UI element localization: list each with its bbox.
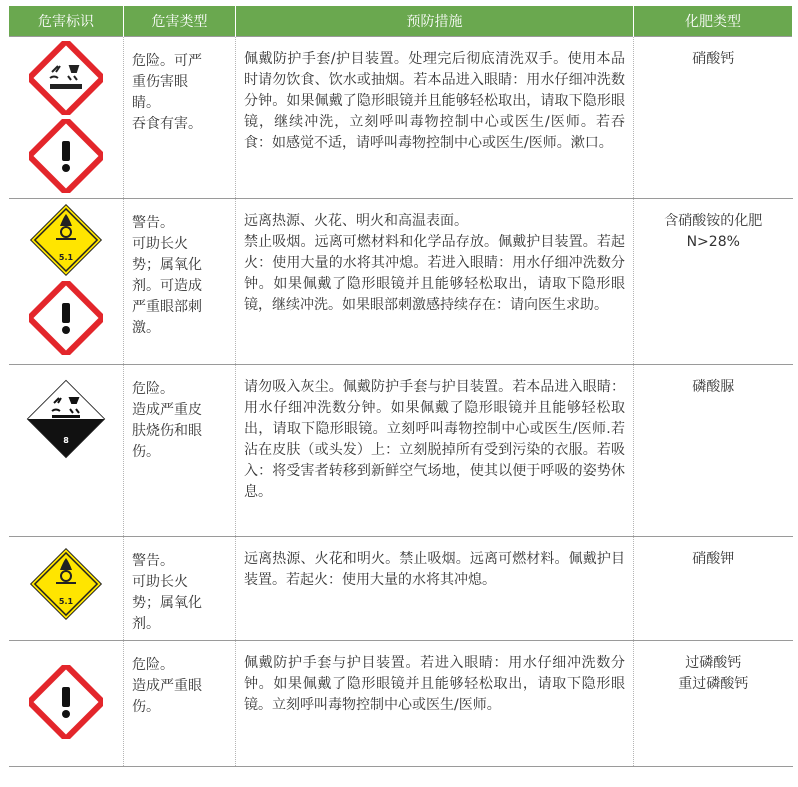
- header-fertilizer: 化肥类型: [634, 6, 793, 37]
- exclamation-icon: [29, 119, 103, 193]
- hazard-type-text: 危险。可严 重伤害眼 睛。 吞食有害。: [132, 53, 202, 132]
- hazard-type-text: 危险。 造成严重眼 伤。: [132, 657, 202, 715]
- fertilizer-text: 磷酸脲: [692, 379, 735, 395]
- fertilizer-text: 硝酸钾: [692, 551, 735, 567]
- fertilizer-cell: [634, 199, 793, 365]
- hazard-type-cell: [124, 37, 236, 199]
- prevention-cell: [236, 641, 634, 767]
- oxidizer-class-label: 5.1: [58, 253, 73, 262]
- prevention-text: 佩戴防护手套与护目装置。若进入眼睛：用水仔细冲洗数分钟。如果佩戴了隐形眼镜并且能够轻松取出，请取下隐形眼镜。立刻呼叫毒物控制中心或医生/医师。: [244, 655, 625, 713]
- oxidizer-5-1-icon: [29, 547, 103, 621]
- fertilizer-cell: [634, 537, 793, 641]
- prevention-text: 佩戴防护手套/护目装置。处理完后彻底清洗双手。使用本品时请勿饮食、饮水或抽烟。若本品进入眼睛：用水仔细冲洗数分钟。如果佩戴了隐形眼镜并且能够轻松取出，请取下隐形眼镜，继续冲洗，立刻呼叫毒物控制中心或医生/医师。若吞食：如感觉不适，请呼叫毒物控制中心或医生/医师。漱口。: [244, 51, 625, 151]
- hazard-type-cell: [124, 199, 236, 365]
- corrosive-class-label: 8: [62, 436, 69, 445]
- corrosion-icon: [29, 41, 103, 115]
- header-row: [9, 6, 793, 37]
- table-row: [9, 37, 793, 199]
- fertilizer-text: 过磷酸钙 重过磷酸钙: [678, 655, 749, 692]
- prevention-text: 请勿吸入灰尘。佩戴防护手套与护目装置。若本品进入眼睛：用水仔细冲洗数分钟。如果佩戴了隐形眼镜并且能够轻松取出，请取下隐形眼镜。立刻呼叫毒物控制中心或医生/医师.若沾在皮肤（或头发）上：立刻脱掉所有受到污染的衣服。若吸入：将受害者转移到新鲜空气场地，使其以便于呼吸的姿势休息。: [244, 379, 625, 500]
- symbol-cell: [9, 365, 124, 537]
- table-row: [9, 537, 793, 641]
- prevention-cell: [236, 37, 634, 199]
- exclamation-icon: [29, 281, 103, 355]
- fertilizer-text: 含硝酸铵的化肥 N>28%: [664, 213, 763, 250]
- header-hazard-type: 危害类型: [124, 6, 236, 37]
- table-row: [9, 365, 793, 537]
- prevention-text: 远离热源、火花、明火和高温表面。 禁止吸烟。远离可燃材料和化学品存放。佩戴护目装置。若起火：使用大量的水将其冲熄。若进入眼睛：用水仔细冲洗数分钟。如果佩戴了隐形眼镜并且能够轻松取出，请取下隐形眼镜，继续冲洗。如果眼部刺激感持续存在：请向医生求助。: [244, 213, 625, 313]
- hazard-type-cell: [124, 537, 236, 641]
- hazard-type-cell: [124, 641, 236, 767]
- fertilizer-text: 硝酸钙: [692, 51, 735, 67]
- symbol-cell: [9, 641, 124, 767]
- prevention-text: 远离热源、火花和明火。禁止吸烟。远离可燃材料。佩戴护目装置。若起火：使用大量的水将其冲熄。: [244, 551, 625, 588]
- hazard-type-text: 警告。 可助长火 势；属氧化 剂。: [132, 553, 202, 632]
- hazard-type-text: 警告。 可助长火 势；属氧化 剂。可造成 严重眼部刺 激。: [132, 215, 202, 336]
- prevention-cell: [236, 365, 634, 537]
- symbol-cell: [9, 199, 124, 365]
- prevention-cell: [236, 199, 634, 365]
- hazard-type-cell: [124, 365, 236, 537]
- symbol-cell: [9, 37, 124, 199]
- symbol-cell: [9, 537, 124, 641]
- exclamation-icon: [29, 665, 103, 739]
- header-prevention: 预防措施: [236, 6, 634, 37]
- header-symbol: 危害标识: [9, 6, 124, 37]
- hazard-table: [8, 6, 793, 767]
- fertilizer-cell: [634, 37, 793, 199]
- oxidizer-class-label: 5.1: [58, 597, 73, 606]
- fertilizer-cell: [634, 641, 793, 767]
- hazard-type-text: 危险。 造成严重皮 肤烧伤和眼 伤。: [132, 381, 202, 460]
- prevention-cell: [236, 537, 634, 641]
- corrosive-class-8-icon: [26, 379, 106, 459]
- table-row: [9, 199, 793, 365]
- table-row: [9, 641, 793, 767]
- fertilizer-cell: [634, 365, 793, 537]
- oxidizer-5-1-icon: [29, 203, 103, 277]
